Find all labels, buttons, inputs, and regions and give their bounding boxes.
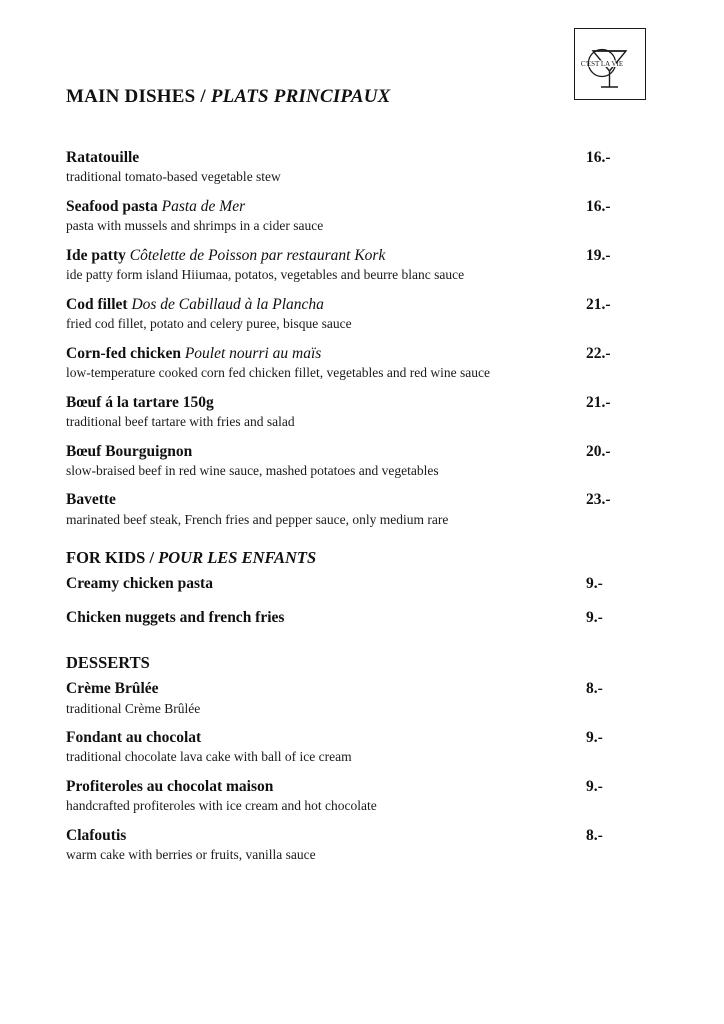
- menu-item: [66, 442, 658, 480]
- section-title-en: MAIN DISHES: [66, 86, 196, 107]
- item-name: [66, 246, 385, 265]
- menu-item: [66, 490, 658, 528]
- item-price: 16.-: [586, 149, 611, 166]
- menu-item: [66, 197, 658, 235]
- menu-item: [66, 344, 658, 382]
- section-heading-desserts: [66, 653, 658, 673]
- item-price: 9.-: [586, 608, 603, 626]
- logo-text: C'EST LA VIE: [580, 60, 624, 68]
- menu-item: [66, 728, 658, 766]
- menu-item: [66, 826, 658, 864]
- item-price: 21.-: [586, 393, 611, 411]
- item-name: [66, 393, 214, 412]
- menu-item: [66, 574, 658, 593]
- item-name: [66, 295, 324, 314]
- item-name: [66, 442, 192, 461]
- item-description: traditional chocolate lava cake with ball of ice cream: [66, 749, 352, 765]
- item-price: 9.-: [586, 729, 603, 747]
- restaurant-logo: [574, 28, 646, 100]
- menu-item: [66, 148, 658, 186]
- item-description: marinated beef steak, French fries and pepper sauce, only medium rare: [66, 511, 449, 527]
- item-name-en: Clafoutis: [66, 826, 127, 844]
- menu-item: [66, 393, 658, 431]
- item-price: 9.-: [586, 777, 603, 795]
- item-price: 23.-: [586, 491, 611, 509]
- item-name: [66, 197, 245, 216]
- section-title-en: DESSERTS: [66, 653, 150, 673]
- item-name-fr: Côtelette de Poisson par restaurant Kork: [129, 246, 386, 264]
- item-description: traditional Crème Brûlée: [66, 700, 201, 716]
- item-price: 19.-: [586, 246, 611, 264]
- item-price: 22.-: [586, 344, 611, 362]
- item-name-en: Profiteroles au chocolat maison: [66, 777, 274, 795]
- item-price: 9.-: [586, 575, 603, 593]
- item-name-en: Ide patty: [66, 246, 126, 264]
- item-name-en: Bavette: [66, 491, 116, 509]
- item-description: handcrafted profiteroles with ice cream and hot chocolate: [66, 798, 377, 814]
- item-name: [66, 679, 159, 698]
- item-name-en: Seafood pasta: [66, 197, 158, 215]
- item-description: fried cod fillet, potato and celery puree, bisque sauce: [66, 316, 352, 332]
- section-heading-for-kids: [66, 548, 658, 568]
- item-name: [66, 490, 116, 509]
- menu-item: [66, 246, 658, 284]
- section-heading-main-dishes: [66, 86, 391, 108]
- item-price: 20.-: [586, 442, 611, 460]
- item-name: [66, 826, 126, 845]
- item-name: [66, 777, 273, 796]
- section-separator: /: [195, 86, 211, 107]
- item-name-fr: Dos de Cabillaud à la Plancha: [131, 295, 324, 313]
- item-name-en: Cod fillet: [66, 295, 128, 313]
- item-description: traditional tomato-based vegetable stew: [66, 169, 281, 185]
- item-price: 8.-: [586, 680, 603, 698]
- item-name: [66, 728, 201, 747]
- item-name-en: Ratatouille: [66, 149, 140, 166]
- item-description: traditional beef tartare with fries and salad: [66, 413, 295, 429]
- item-price: 16.-: [586, 197, 611, 215]
- item-name-fr: Poulet nourri au maïs: [184, 344, 322, 362]
- item-name: [66, 344, 321, 363]
- menu-item: [66, 777, 658, 815]
- item-name-en: Chicken nuggets and french fries: [66, 608, 285, 626]
- item-description: low-temperature cooked corn fed chicken fillet, vegetables and red wine sauce: [66, 365, 490, 381]
- cocktail-glass-icon: [575, 29, 644, 98]
- section-title-fr: POUR LES ENFANTS: [158, 548, 317, 568]
- item-name-fr: Pasta de Mer: [161, 197, 246, 215]
- item-name-en: Creamy chicken pasta: [66, 575, 213, 593]
- section-title-en: FOR KIDS: [66, 548, 146, 568]
- item-name-en: Bœuf Bourguignon: [66, 442, 193, 460]
- item-name: [66, 608, 284, 627]
- item-price: 21.-: [586, 295, 611, 313]
- item-name-en: Crème Brûlée: [66, 680, 159, 698]
- item-description: pasta with mussels and shrimps in a cider sauce: [66, 218, 324, 234]
- item-name-en: Fondant au chocolat: [66, 729, 202, 747]
- section-separator: /: [145, 548, 159, 568]
- item-name-en: Corn-fed chicken: [66, 344, 181, 362]
- menu-items-container: [66, 148, 658, 875]
- item-description: warm cake with berries or fruits, vanilla sauce: [66, 847, 316, 863]
- section-title-fr: PLATS PRINCIPAUX: [210, 86, 391, 107]
- menu-item: [66, 608, 658, 627]
- menu-item: [66, 295, 658, 333]
- item-name: [66, 574, 213, 593]
- item-name-en: Bœuf á la tartare 150g: [66, 393, 214, 411]
- item-description: ide patty form island Hiiumaa, potatos, vegetables and beurre blanc sauce: [66, 267, 465, 283]
- item-description: slow-braised beef in red wine sauce, mashed potatoes and vegetables: [66, 462, 439, 478]
- item-price: 8.-: [586, 826, 603, 844]
- item-name: [66, 148, 139, 167]
- menu-item: [66, 679, 658, 717]
